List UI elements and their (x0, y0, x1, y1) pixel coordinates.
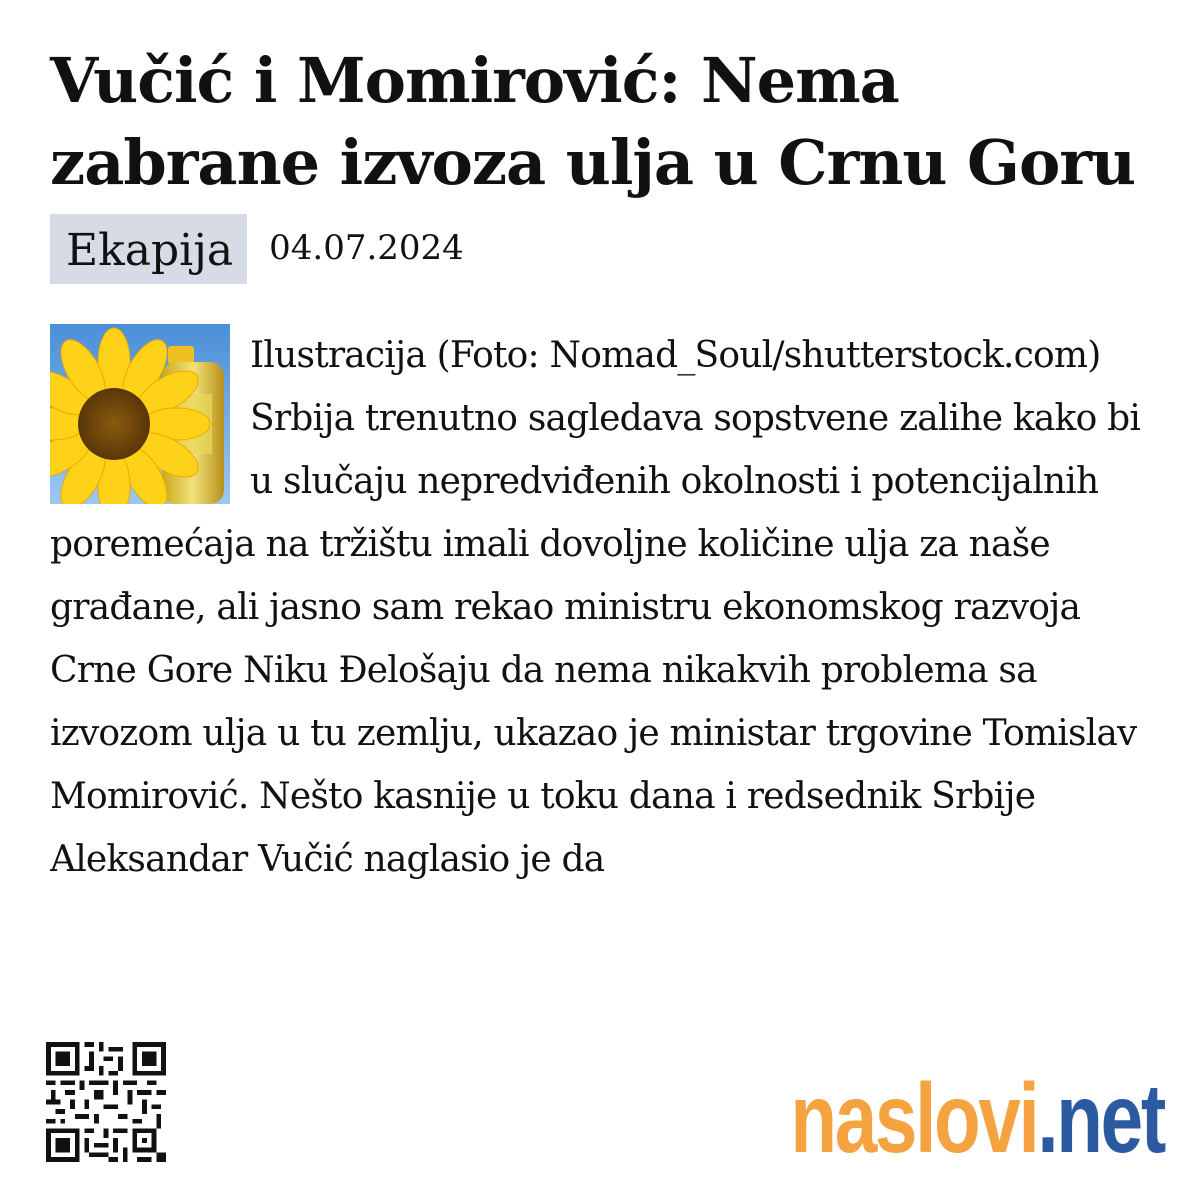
logo-part-naslovi: naslovi (790, 1063, 1038, 1173)
article-card (50, 40, 1160, 1004)
article-meta (50, 214, 1160, 288)
source-badge[interactable]: Ekapija (50, 214, 247, 284)
logo-part-net: .net (1037, 1063, 1164, 1173)
article-text: Ilustracija (Foto: Nomad_Soul/shutterstock.com) Srbija trenutno sagledava sopstvene zalihe kako bi u slučaju nepredviđenih okolnosti i potencijalnih poremećaja na tržištu imali dovoljne količine ulja za naše građane, ali jasno sam rekao ministru ekonomskog razvoja Crne Gore Niku Đelošaju da nema nikakvih problema sa izvozom ulja u tu zemlju, ukazao je ministar trgovine Tomislav Momirović. Nešto kasnije u toku dana i redsednik Srbije Aleksandar Vučić naglasio je da (50, 335, 1141, 880)
publish-date: 04.07.2024 (269, 228, 464, 268)
qr-code-icon[interactable] (46, 1040, 166, 1164)
article-body (50, 324, 1160, 1004)
article-title: Vučić i Momirović: Nema zabrane izvoza ulja u Crnu Goru (50, 44, 1136, 199)
site-logo[interactable] (790, 1063, 1164, 1173)
article-thumbnail[interactable] (50, 324, 230, 504)
